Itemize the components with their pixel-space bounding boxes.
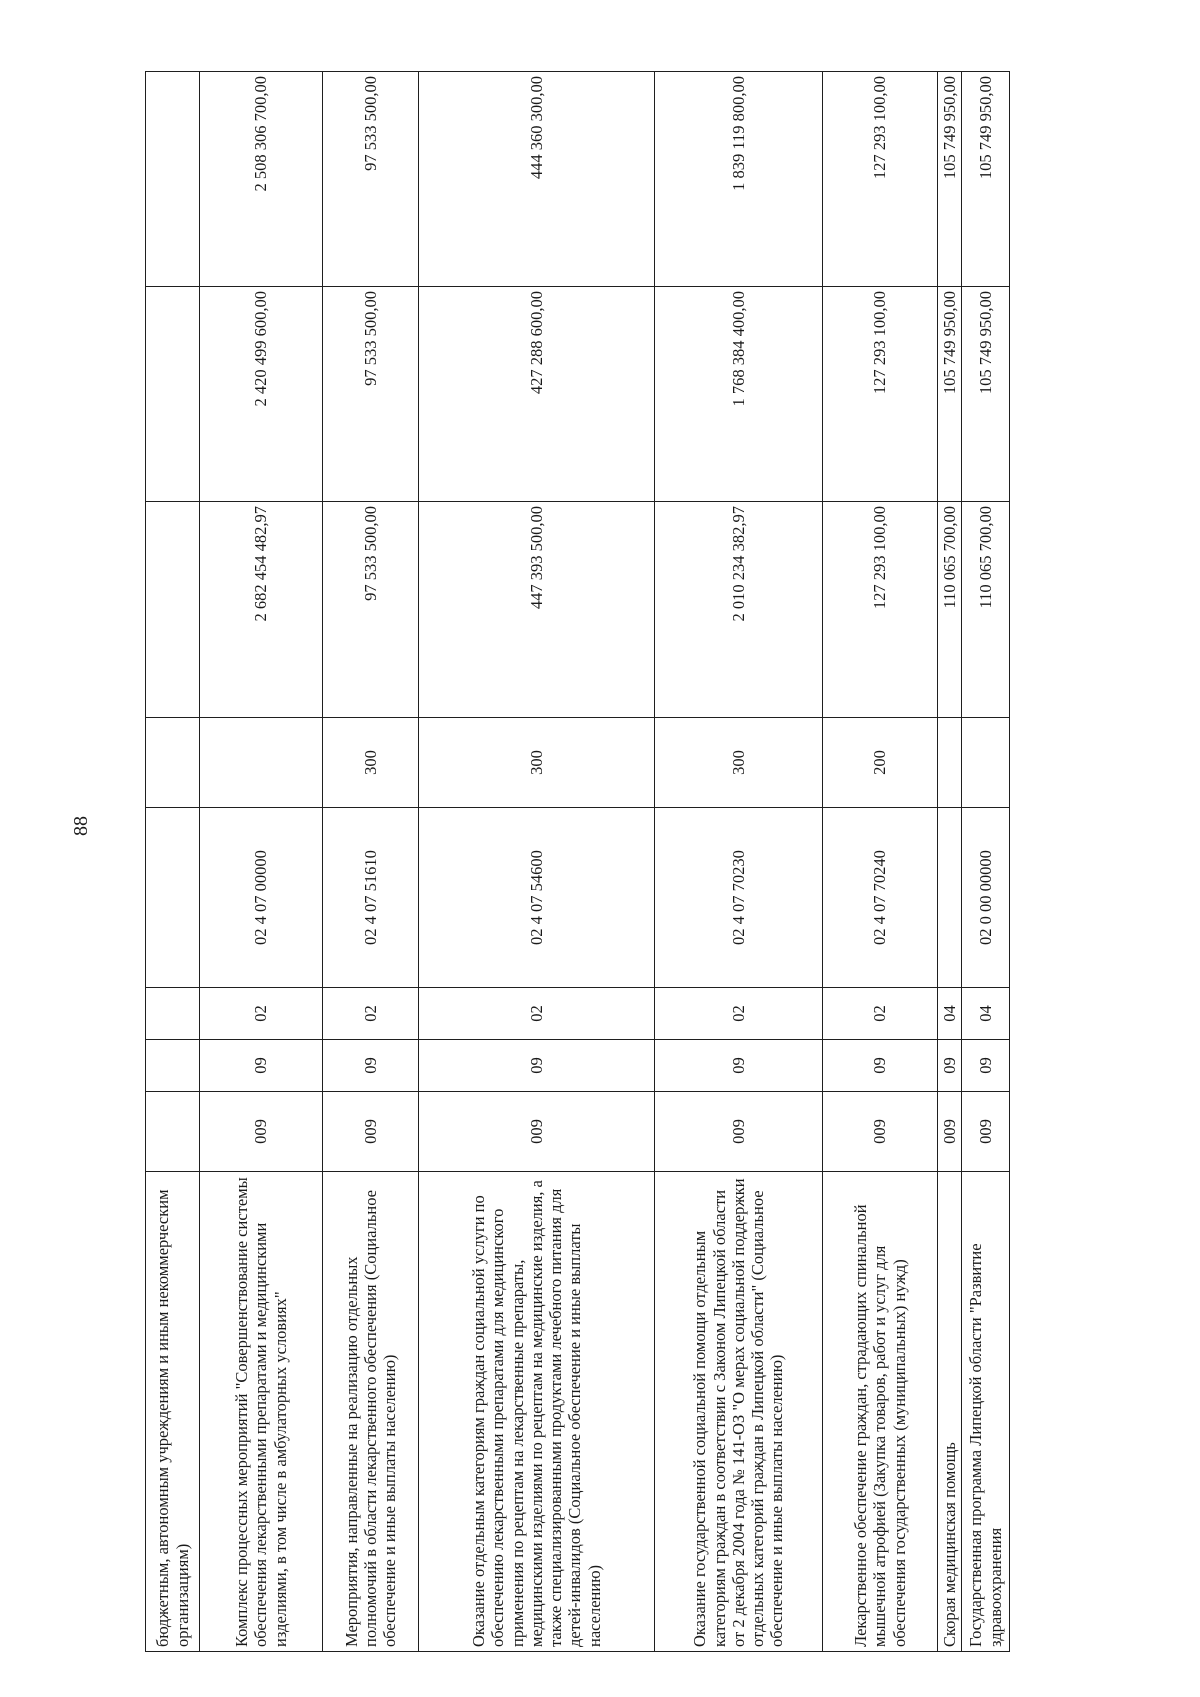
subsection-code: 02	[419, 988, 655, 1040]
section-code: 09	[200, 1040, 323, 1092]
amount-2: 105 749 950,00	[938, 287, 962, 502]
target-article	[146, 808, 200, 988]
row-name: бюджетным, автономным учреждениям и иным некоммерческим организациям)	[146, 1172, 200, 1652]
amount-2	[146, 287, 200, 502]
admin-code	[146, 1092, 200, 1172]
table-row	[419, 72, 655, 1652]
expense-type	[146, 718, 200, 808]
row-name: Комплекс процессных мероприятий "Совершенствование системы обеспечения лекарственными препаратами и медицинскими изделиями, в том числе в амбулаторных условиях"	[200, 1172, 323, 1652]
admin-code: 009	[200, 1092, 323, 1172]
table-row	[962, 72, 1010, 1652]
table-row	[323, 72, 419, 1652]
section-code: 09	[323, 1040, 419, 1092]
admin-code: 009	[655, 1092, 823, 1172]
section-code: 09	[823, 1040, 938, 1092]
table-row	[655, 72, 823, 1652]
section-code	[146, 1040, 200, 1092]
section-code: 09	[938, 1040, 962, 1092]
row-name: Оказание отдельным категориям граждан социальной услуги по обеспечению лекарственными препаратами для медицинского применения по рецептам на лекарственные препараты, медицинскими изделиями по рецептам на медицинские изделия, а также специализированными продуктами лечебного питания для детей-инвалидов (Социальное обеспечение и иные выплаты населению)	[419, 1172, 655, 1652]
row-name: Скорая медицинская помощь	[938, 1172, 962, 1652]
target-article	[938, 808, 962, 988]
amount-2: 427 288 600,00	[419, 287, 655, 502]
subsection-code: 02	[323, 988, 419, 1040]
amount-1: 110 065 700,00	[938, 502, 962, 718]
target-article: 02 4 07 00000	[200, 808, 323, 988]
amount-3: 444 360 300,00	[419, 72, 655, 287]
amount-1: 127 293 100,00	[823, 502, 938, 718]
amount-1: 2 010 234 382,97	[655, 502, 823, 718]
amount-3: 2 508 306 700,00	[200, 72, 323, 287]
amount-2: 97 533 500,00	[323, 287, 419, 502]
expense-type	[200, 718, 323, 808]
table-row	[200, 72, 323, 1652]
amount-3: 127 293 100,00	[823, 72, 938, 287]
section-code: 09	[419, 1040, 655, 1092]
row-name: Государственная программа Липецкой области "Развитие здравоохранения	[962, 1172, 1010, 1652]
target-article: 02 0 00 00000	[962, 808, 1010, 988]
table-row	[146, 72, 200, 1652]
amount-1: 447 393 500,00	[419, 502, 655, 718]
admin-code: 009	[962, 1092, 1010, 1172]
section-code: 09	[655, 1040, 823, 1092]
amount-3: 105 749 950,00	[938, 72, 962, 287]
page-number: 88	[70, 816, 92, 836]
expense-type: 300	[323, 718, 419, 808]
admin-code: 009	[419, 1092, 655, 1172]
expense-type: 200	[823, 718, 938, 808]
section-code: 09	[962, 1040, 1010, 1092]
subsection-code: 02	[200, 988, 323, 1040]
expense-type: 300	[419, 718, 655, 808]
subsection-code: 02	[823, 988, 938, 1040]
amount-2: 105 749 950,00	[962, 287, 1010, 502]
target-article: 02 4 07 54600	[419, 808, 655, 988]
row-name: Оказание государственной социальной помощи отдельным категориям граждан в соответствии с Законом Липецкой области от 2 декабря 2004 года № 141-ОЗ "О мерах социальной поддержки отдельных категорий граждан в Липецкой области" (Социальное обеспечение и иные выплаты населению)	[655, 1172, 823, 1652]
target-article: 02 4 07 70230	[655, 808, 823, 988]
admin-code: 009	[823, 1092, 938, 1172]
amount-3: 97 533 500,00	[323, 72, 419, 287]
amount-2: 127 293 100,00	[823, 287, 938, 502]
admin-code: 009	[938, 1092, 962, 1172]
subsection-code	[146, 988, 200, 1040]
subsection-code: 04	[938, 988, 962, 1040]
subsection-code: 02	[655, 988, 823, 1040]
amount-2: 2 420 499 600,00	[200, 287, 323, 502]
expense-type: 300	[655, 718, 823, 808]
subsection-code: 04	[962, 988, 1010, 1040]
expense-type	[962, 718, 1010, 808]
amount-3: 105 749 950,00	[962, 72, 1010, 287]
amount-1: 110 065 700,00	[962, 502, 1010, 718]
amount-3	[146, 72, 200, 287]
admin-code: 009	[323, 1092, 419, 1172]
rotated-table-container	[145, 72, 1005, 1652]
target-article: 02 4 07 51610	[323, 808, 419, 988]
amount-1: 2 682 454 482,97	[200, 502, 323, 718]
amount-3: 1 839 119 800,00	[655, 72, 823, 287]
table-row	[938, 72, 962, 1652]
amount-1: 97 533 500,00	[323, 502, 419, 718]
amount-1	[146, 502, 200, 718]
table-row	[823, 72, 938, 1652]
expense-type	[938, 718, 962, 808]
row-name: Лекарственное обеспечение граждан, страдающих спинальной мышечной атрофией (Закупка товаров, работ и услуг для обеспечения государственных (муниципальных) нужд)	[823, 1172, 938, 1652]
amount-2: 1 768 384 400,00	[655, 287, 823, 502]
target-article: 02 4 07 70240	[823, 808, 938, 988]
budget-table	[145, 71, 1010, 1652]
row-name: Мероприятия, направленные на реализацию отдельных полномочий в области лекарственного обеспечения (Социальное обеспечение и иные выплаты населению)	[323, 1172, 419, 1652]
